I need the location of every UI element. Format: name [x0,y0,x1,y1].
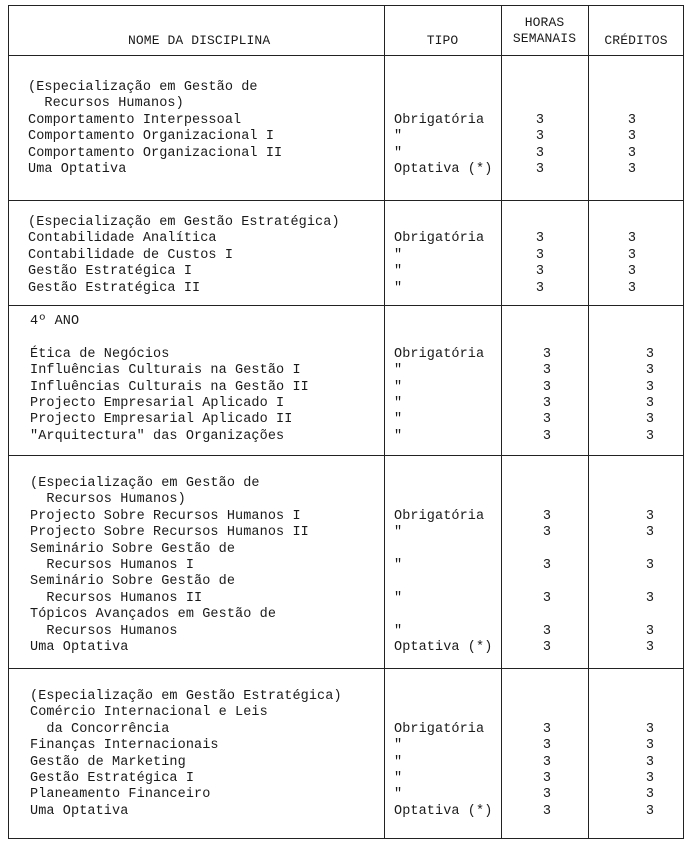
header-tipo: TIPO [426,33,459,48]
section-title: Recursos Humanos) [30,492,186,508]
course-tipo: " [394,379,403,395]
course-tipo: Optativa (*) [394,162,493,177]
course-name: Projecto Sobre Recursos Humanos I [30,508,301,524]
course-tipo: Obrigatória [394,508,485,524]
course-name: Finanças Internacionais [30,738,219,754]
course-name: Influências Culturais na Gestão I [30,363,301,379]
course-horas: 3 [542,771,552,786]
course-tipo: " [394,590,403,606]
course-name: Uma Optativa [28,162,127,177]
course-tipo: " [394,558,403,573]
course-name: "Arquitectura" das Organizações [30,428,285,444]
course-horas: 3 [535,145,545,161]
course-creditos: 3 [645,787,655,803]
course-horas: 3 [542,787,552,803]
column-divider [501,5,502,839]
header-creditos: CRÉDITOS [604,33,668,48]
course-creditos: 3 [627,145,637,161]
course-tipo: Obrigatória [394,721,485,737]
course-creditos: 3 [645,640,655,655]
column-divider [588,5,589,839]
course-horas: 3 [542,803,552,819]
course-tipo: Optativa (*) [394,803,493,819]
course-tipo: " [394,428,403,444]
course-tipo: Obrigatória [394,231,485,247]
course-creditos: 3 [627,280,637,296]
section-divider [8,668,684,669]
course-horas: 3 [535,247,545,263]
course-name: da Concorrência [30,721,170,737]
course-horas: 3 [535,280,545,296]
course-creditos: 3 [627,264,637,280]
course-name: Gestão Estratégica I [28,264,193,280]
course-tipo: " [394,396,403,411]
course-creditos: 3 [627,129,637,145]
header-semanais: SEMANAIS [512,31,577,46]
course-creditos: 3 [645,525,655,541]
section-title: (Especialização em Gestão de [28,80,258,95]
course-name: Recursos Humanos II [30,590,203,606]
course-name: Gestão Estratégica II [28,280,201,296]
course-creditos: 3 [645,396,655,411]
course-creditos: 3 [627,247,637,263]
course-creditos: 3 [627,112,637,128]
course-creditos: 3 [645,412,655,428]
course-horas: 3 [542,363,552,379]
course-name: Planeamento Financeiro [30,787,211,803]
course-name: Comportamento Interpessoal [28,112,242,128]
course-horas: 3 [542,590,552,606]
course-name: Gestão Estratégica I [30,771,195,786]
course-name: Seminário Sobre Gestão de [30,541,236,557]
course-horas: 3 [542,640,552,655]
course-tipo: " [394,525,403,541]
course-name: Influências Culturais na Gestão II [30,379,309,395]
course-name: Recursos Humanos [30,623,178,639]
course-tipo: " [394,363,403,379]
section-title: Recursos Humanos) [28,96,184,112]
course-creditos: 3 [645,558,655,573]
course-horas: 3 [535,112,545,128]
course-name: Contabilidade Analítica [28,231,217,247]
course-tipo: " [394,129,403,145]
course-creditos: 3 [645,803,655,819]
course-horas: 3 [542,379,552,395]
course-creditos: 3 [645,379,655,395]
section-title: (Especialização em Gestão de [30,476,260,491]
course-name: Comércio Internacional e Leis [30,705,268,721]
course-tipo: Optativa (*) [394,640,493,655]
course-name: Projecto Empresarial Aplicado I [30,396,285,411]
course-horas: 3 [542,508,552,524]
course-name: Comportamento Organizacional II [28,145,283,161]
course-tipo: " [394,623,403,639]
section-title: (Especialização em Gestão Estratégica) [28,215,340,230]
course-tipo: " [394,787,403,803]
course-tipo: " [394,280,403,296]
header-horas: HORAS [524,15,565,30]
course-creditos: 3 [645,428,655,444]
course-horas: 3 [542,721,552,737]
course-name: Recursos Humanos I [30,558,195,573]
course-horas: 3 [542,412,552,428]
course-tipo: " [394,754,403,770]
course-creditos: 3 [645,754,655,770]
course-tipo: Obrigatória [394,112,485,128]
course-name: Projecto Empresarial Aplicado II [30,412,293,428]
course-creditos: 3 [645,363,655,379]
course-tipo: " [394,264,403,280]
section-divider [8,200,684,201]
course-creditos: 3 [645,590,655,606]
course-horas: 3 [535,162,545,177]
course-horas: 3 [542,396,552,411]
course-horas: 3 [535,264,545,280]
course-creditos: 3 [645,623,655,639]
course-creditos: 3 [645,771,655,786]
course-creditos: 3 [645,721,655,737]
header-name: NOME DA DISCIPLINA [128,33,271,48]
course-name: Tópicos Avançados em Gestão de [30,607,277,623]
course-horas: 3 [542,623,552,639]
course-name: Seminário Sobre Gestão de [30,574,236,590]
course-creditos: 3 [645,346,655,362]
course-horas: 3 [542,738,552,754]
course-tipo: " [394,247,403,263]
course-creditos: 3 [645,738,655,754]
course-tipo: " [394,771,403,786]
course-name: Uma Optativa [30,640,129,655]
course-name: Uma Optativa [30,803,129,819]
section-divider [8,455,684,456]
course-tipo: " [394,412,403,428]
course-horas: 3 [542,428,552,444]
course-tipo: " [394,738,403,754]
course-creditos: 3 [627,231,637,247]
header-divider [8,55,684,56]
course-tipo: " [394,145,403,161]
course-horas: 3 [542,346,552,362]
course-creditos: 3 [627,162,637,177]
course-horas: 3 [542,525,552,541]
course-horas: 3 [542,754,552,770]
course-name: Projecto Sobre Recursos Humanos II [30,525,309,541]
course-name: Ética de Negócios [30,346,170,362]
course-horas: 3 [535,231,545,247]
section-title: 4º ANO [30,314,80,329]
course-name: Contabilidade de Custos I [28,247,234,263]
course-name: Comportamento Organizacional I [28,129,275,145]
course-name: Gestão de Marketing [30,754,186,770]
column-divider [384,5,385,839]
course-creditos: 3 [645,508,655,524]
course-horas: 3 [535,129,545,145]
section-divider [8,305,684,306]
course-tipo: Obrigatória [394,346,485,362]
course-horas: 3 [542,558,552,573]
section-title: (Especialização em Gestão Estratégica) [30,689,342,704]
